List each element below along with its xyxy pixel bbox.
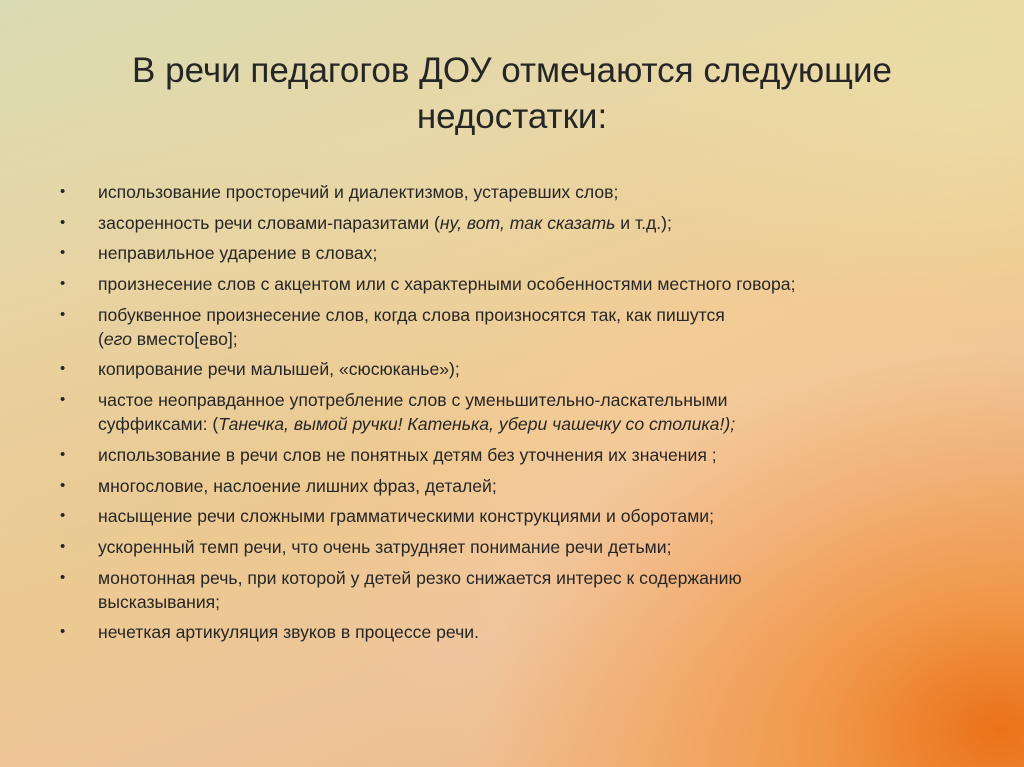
bullet-text-segment: и т.д.); xyxy=(615,212,672,233)
bullet-marker: • xyxy=(60,213,66,231)
bullet-text-segment: произнесение слов с акцентом или с характерными особенностями местного говора; xyxy=(98,274,796,295)
bullet-text-segment: ( xyxy=(98,328,104,349)
bullet-text-segment: неправильное ударение в словах; xyxy=(98,243,378,264)
bullet-text-segment: монотонная речь, при которой у детей резко снижается интерес к содержанию xyxy=(98,567,742,588)
bullet-item xyxy=(60,566,960,614)
bullet-marker: • xyxy=(60,183,66,200)
bullet-text-segment: суффиксами: ( xyxy=(98,414,219,435)
bullet-text xyxy=(98,359,460,379)
bullet-item xyxy=(60,211,960,235)
bullet-text-segment: нечеткая артикуляция звуков в процессе речи. xyxy=(98,622,479,643)
bullet-text xyxy=(98,445,717,465)
bullet-text-italic: Танечка, вымой ручки! Катенька, убери чашечку со столика!); xyxy=(218,414,736,435)
bullet-text xyxy=(98,537,671,557)
bullet-marker: • xyxy=(60,275,66,293)
bullet-item xyxy=(60,241,960,265)
bullet-text-segment: ускоренный темп речи, что очень затрудняет понимание речи детьми; xyxy=(98,536,672,557)
bullet-item xyxy=(60,357,960,381)
bullet-item xyxy=(60,620,960,644)
bullet-text xyxy=(98,390,735,434)
bullet-item xyxy=(60,504,960,528)
bullet-marker: • xyxy=(60,623,66,641)
slide-title-line-1: В речи педагогов ДОУ отмечаются следующие xyxy=(132,51,892,90)
slide-title xyxy=(60,48,964,140)
bullet-marker: • xyxy=(60,537,66,555)
bullet-text xyxy=(98,305,725,349)
bullet-item xyxy=(60,535,960,559)
bullet-marker: • xyxy=(60,305,66,323)
bullet-text xyxy=(98,622,479,642)
bullet-item xyxy=(60,443,960,467)
bullet-item xyxy=(60,388,960,436)
bullet-marker: • xyxy=(60,391,66,409)
bullet-text-segment: насыщение речи сложными грамматическими конструкциями и оборотами; xyxy=(98,506,715,527)
bullet-marker: • xyxy=(60,507,66,525)
bullet-text-segment: частое неоправданное употребление слов с уменьшительно-ласкательными xyxy=(98,390,728,411)
bullet-text-segment: высказывания; xyxy=(98,591,221,612)
bullet-text xyxy=(98,476,497,496)
bullet-item xyxy=(60,180,960,204)
bullet-list xyxy=(60,180,960,651)
bullet-marker: • xyxy=(60,476,66,494)
bullet-text-italic: его xyxy=(103,328,132,349)
bullet-marker: • xyxy=(60,360,66,378)
bullet-text xyxy=(98,243,377,263)
bullet-text-segment: использование в речи слов не понятных детям без уточнения их значения ; xyxy=(98,444,717,465)
bullet-item xyxy=(60,272,960,296)
bullet-text-segment: засоренность речи словами-паразитами ( xyxy=(98,212,440,233)
bullet-text-segment: копирование речи малышей, «сюсюканье»); xyxy=(98,359,460,380)
bullet-text-segment: побуквенное произнесение слов, когда слова произносятся так, как пишутся xyxy=(98,304,725,325)
bullet-marker: • xyxy=(60,445,66,463)
bullet-text-segment: многословие, наслоение лишних фраз, деталей; xyxy=(98,475,497,496)
bullet-text-segment: использование просторечий и диалектизмов, устаревших слов; xyxy=(98,182,619,202)
bullet-marker: • xyxy=(60,244,66,262)
bullet-text xyxy=(98,213,672,233)
bullet-text-segment: вместо[ево]; xyxy=(131,328,238,349)
bullet-marker: • xyxy=(60,568,66,586)
bullet-text xyxy=(98,182,618,202)
bullet-text-italic: ну, вот, так сказать xyxy=(439,212,616,233)
bullet-text xyxy=(98,274,795,294)
bullet-item xyxy=(60,474,960,498)
bullet-item xyxy=(60,303,960,351)
bullet-text xyxy=(98,568,742,612)
slide-title-line-2: недостатки: xyxy=(416,97,608,136)
bullet-text xyxy=(98,506,714,526)
